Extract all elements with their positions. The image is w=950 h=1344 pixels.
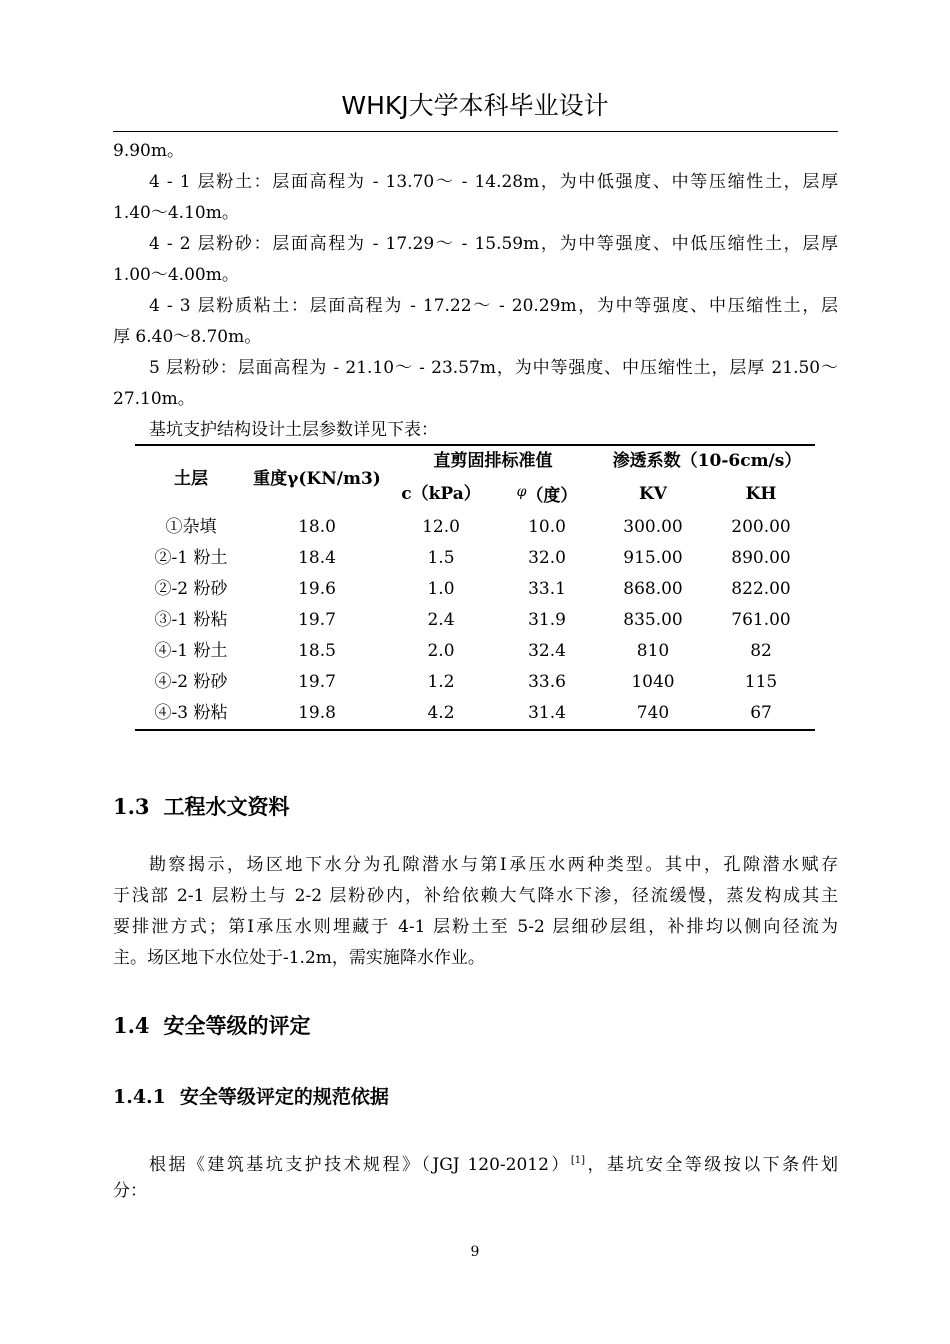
page-header-title: WHKJ大学本科毕业设计 xyxy=(341,91,609,120)
text-line: 4 - 1 层粉土：层面高程为 - 13.70～ - 14.28m，为中低强度、中等压缩性土，层厚 xyxy=(149,172,838,192)
text-line xyxy=(113,1145,838,1176)
cell-unit-weight: 19.7 xyxy=(298,610,336,630)
cell-kv: 915.00 xyxy=(623,548,683,568)
cell-layer: ④-3 粉粘 xyxy=(135,698,247,730)
cell-kh: 82 xyxy=(750,641,772,661)
header-phi xyxy=(495,477,599,512)
safety-paragraph xyxy=(113,1145,838,1207)
text-line: 9.90m。 xyxy=(113,141,184,161)
text-segment: ，基坑安全等级按以下条件划 xyxy=(585,1155,838,1175)
cell-layer: ③-1 粉粘 xyxy=(154,610,228,630)
cell-kh: 115 xyxy=(744,672,778,692)
text-line: 4 - 3 层粉质粘土：层面高程为 - 17.22～ - 20.29m，为中等强度、中压缩性土，层 xyxy=(149,296,838,316)
cell-phi: 33.1 xyxy=(528,579,566,599)
section-heading-1-4-1 xyxy=(113,1082,389,1112)
table-row xyxy=(135,605,815,636)
cell-kv: 835.00 xyxy=(623,610,683,630)
header-kv: KV xyxy=(639,484,667,504)
cell-unit-weight: 18.0 xyxy=(298,517,336,537)
cell-layer: ④-2 粉砂 xyxy=(154,672,228,692)
cell-unit-weight: 18.5 xyxy=(298,641,336,661)
cell-kv: 868.00 xyxy=(623,579,683,599)
text-segment: 根据《建筑基坑支护技术规程》（JGJ 120-2012） xyxy=(149,1155,571,1175)
table-intro: 基坑支护结构设计土层参数详见下表： xyxy=(149,420,438,440)
text-line: 1.00～4.00m。 xyxy=(113,265,239,285)
text-line: 要排泄方式；第Ⅰ承压水则埋藏于 4-1 层粉土至 5-2 层细砂层组，补排均以侧向径流为 xyxy=(113,917,838,937)
cell-kh: 822.00 xyxy=(731,579,791,599)
text-line: 27.10m。 xyxy=(113,389,195,409)
cell-c: 2.0 xyxy=(427,641,455,661)
cell-kv: 740 xyxy=(599,698,707,730)
section-number: 1.3 xyxy=(113,794,150,819)
header-kh: KH xyxy=(745,484,777,504)
text-line: 勘察揭示，场区地下水分为孔隙潜水与第Ⅰ承压水两种类型。其中，孔隙潜水赋存 xyxy=(149,855,838,875)
cell-layer: ②-1 粉土 xyxy=(154,548,228,568)
cell-kh: 761.00 xyxy=(731,610,791,630)
cell-c: 1.0 xyxy=(427,579,455,599)
cell-c: 1.5 xyxy=(427,548,455,568)
cell-kv: 300.00 xyxy=(623,517,683,537)
table-row xyxy=(135,698,815,730)
cell-layer: ④-1 粉土 xyxy=(154,641,228,661)
cell-kv: 810 xyxy=(636,641,670,661)
soil-parameter-table xyxy=(135,444,815,731)
cell-phi: 32.0 xyxy=(528,548,566,568)
header-layer: 土层 xyxy=(135,445,247,512)
cell-unit-weight: 19.8 xyxy=(247,698,387,730)
section-number: 1.4 xyxy=(113,1013,150,1038)
cell-unit-weight: 19.7 xyxy=(298,672,336,692)
cell-kh: 67 xyxy=(707,698,815,730)
cell-phi: 33.6 xyxy=(528,672,566,692)
cell-kv: 1040 xyxy=(631,672,675,692)
table-row xyxy=(135,512,815,543)
cell-unit-weight: 19.6 xyxy=(298,579,336,599)
header-c: c（kPa） xyxy=(401,484,481,504)
header-unit-weight: 重度γ(KN/m3) xyxy=(247,445,387,512)
section-number: 1.4.1 xyxy=(113,1086,166,1108)
header-shear-group: 直剪固排标准值 xyxy=(387,445,599,477)
citation-ref[interactable]: [1] xyxy=(570,1155,586,1166)
cell-layer: ②-2 粉砂 xyxy=(154,579,228,599)
hydrology-paragraph xyxy=(113,850,838,974)
cell-c: 4.2 xyxy=(387,698,495,730)
phi-symbol: φ xyxy=(516,484,527,500)
section-heading-1-3 xyxy=(113,792,290,822)
section-heading-1-4 xyxy=(113,1011,311,1041)
cell-kh: 200.00 xyxy=(731,517,791,537)
cell-layer: ①杂填 xyxy=(165,517,217,537)
table-row xyxy=(135,543,815,574)
header-divider xyxy=(113,131,838,132)
cell-c: 12.0 xyxy=(422,517,460,537)
section-title: 安全等级的评定 xyxy=(163,1013,311,1038)
cell-c: 1.2 xyxy=(427,672,455,692)
section-title: 工程水文资料 xyxy=(163,794,290,819)
phi-unit: （度） xyxy=(526,486,578,506)
table-row xyxy=(135,667,815,698)
text-line: 分： xyxy=(113,1181,147,1201)
cell-unit-weight: 18.4 xyxy=(298,548,336,568)
text-line: 厚 6.40～8.70m。 xyxy=(113,327,262,347)
cell-phi: 31.4 xyxy=(495,698,599,730)
text-line: 1.40～4.10m。 xyxy=(113,203,239,223)
section-title: 安全等级评定的规范依据 xyxy=(179,1086,389,1108)
table-row xyxy=(135,636,815,667)
text-line: 4 - 2 层粉砂：层面高程为 - 17.29～ - 15.59m，为中等强度、中低压缩性土，层厚 xyxy=(149,234,838,254)
text-line: 5 层粉砂：层面高程为 - 21.10～ - 23.57m，为中等强度、中压缩性土，层厚 21.50～ xyxy=(149,358,838,378)
cell-phi: 32.4 xyxy=(528,641,566,661)
soil-description xyxy=(113,136,838,446)
table-row xyxy=(135,574,815,605)
cell-phi: 31.9 xyxy=(528,610,566,630)
page-number: 9 xyxy=(470,1244,480,1260)
cell-phi: 10.0 xyxy=(528,517,566,537)
text-line: 于浅部 2-1 层粉土与 2-2 层粉砂内，补给依赖大气降水下渗，径流缓慢，蒸发构成其主 xyxy=(113,886,838,906)
header-permeability-group: 渗透系数（10-6cm/s） xyxy=(599,445,815,477)
text-line: 主。场区地下水位处于-1.2m，需实施降水作业。 xyxy=(113,948,485,968)
cell-kh: 890.00 xyxy=(731,548,791,568)
cell-c: 2.4 xyxy=(427,610,455,630)
